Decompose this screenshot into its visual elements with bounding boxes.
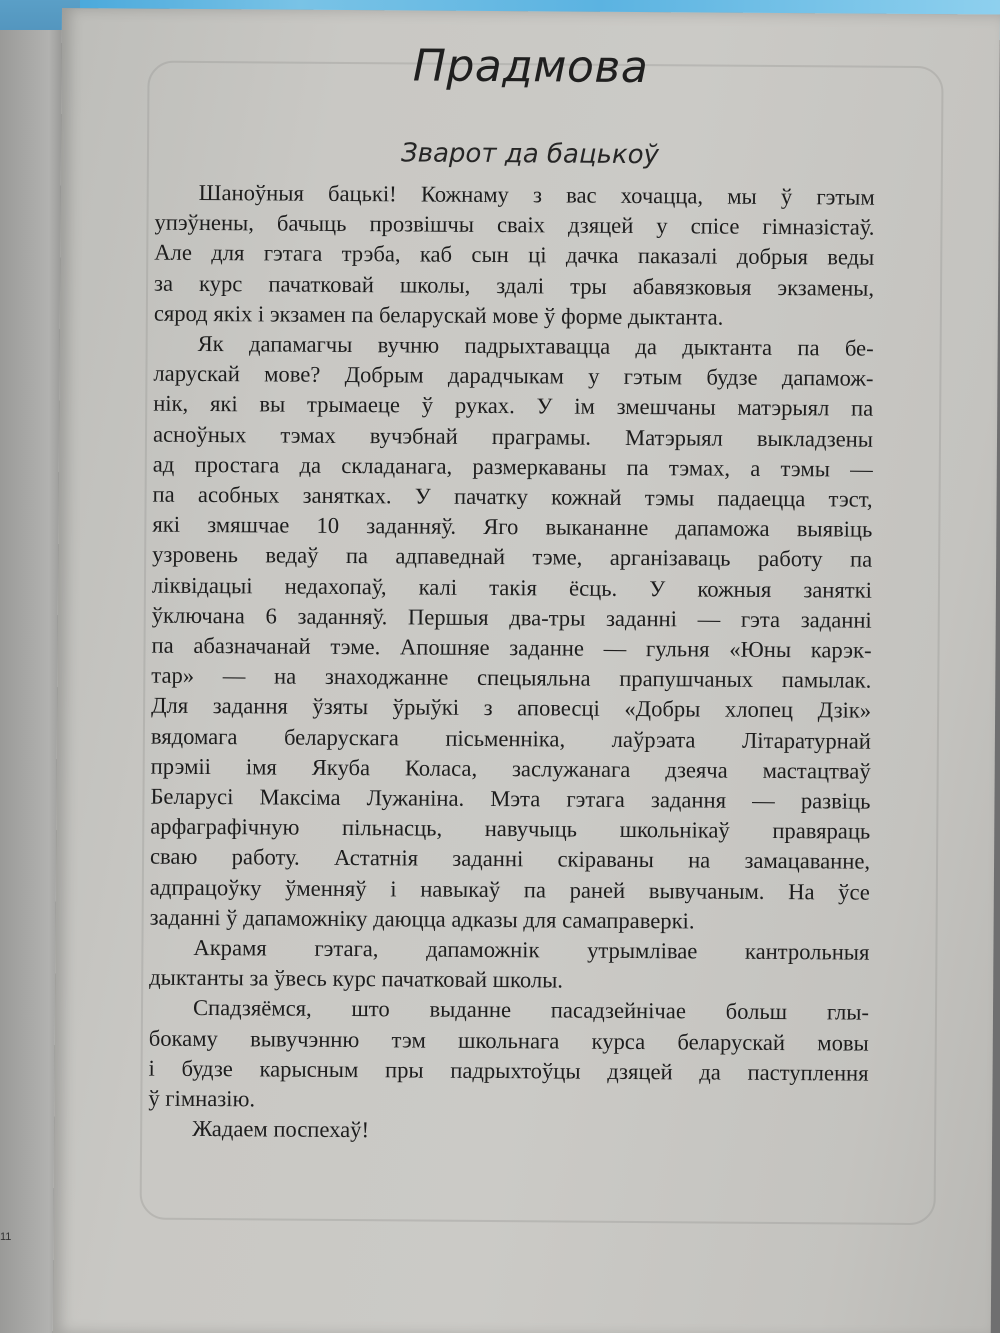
text-line: Але для гэтага трэба, каб сын ці дачка паказалі добрыя веды bbox=[154, 240, 875, 271]
paragraph bbox=[149, 933, 869, 998]
paragraph bbox=[148, 993, 869, 1119]
text-line: Для задання ўзяты ўрыўкі з аповесці «Добры хлопец Дзік» bbox=[151, 693, 872, 724]
paragraph bbox=[148, 1114, 868, 1149]
left-page-number: 11 bbox=[0, 1231, 12, 1243]
text-line: ў гімназію. bbox=[148, 1085, 256, 1112]
text-line: арфаграфічную пільнасць, навучыць школьнікаў правяраць bbox=[150, 813, 871, 844]
text-line: заданні ў дапаможніку даюцца адказы для самаправеркі. bbox=[149, 904, 695, 934]
text-line: асноўных тэмах вучэбнай праграмы. Матэрыял выкладзены bbox=[152, 421, 874, 452]
text-line: Спадзяёмся, што выданне пасадзейнічае больш глы- bbox=[192, 995, 870, 1026]
text-line: які змяшчае 10 заданняў. Яго выкананне дапаможа выявіць bbox=[152, 511, 873, 542]
text-line: Як дапамагчы вучню падрыхтавацца да дыктанта па бе- bbox=[197, 330, 874, 361]
page-title: Прадмова bbox=[412, 40, 649, 94]
section-subtitle: Зварот да бацькоў bbox=[400, 138, 660, 171]
text-line: вядомага беларускага пісьменніка, лаўрэата Літаратурнай bbox=[150, 723, 871, 754]
text-line: сярод якіх і экзамен па беларускай мове ў форме дыктанта. bbox=[153, 300, 724, 330]
text-line: ўключана 6 заданняў. Першыя два-тры заданні — гэта заданні bbox=[151, 602, 872, 633]
body-text bbox=[148, 178, 875, 1150]
text-line: дыктанты за ўвесь курс пачатковай школы. bbox=[149, 964, 564, 993]
text-line: прэміі імя Якуба Коласа, заслужанага дзеяча мастацтваў bbox=[150, 753, 871, 784]
text-line: Шаноўныя бацькі! Кожнаму з вас хочацца, мы ў гэтым bbox=[198, 179, 875, 210]
text-line: адпрацоўку ўменняў і навыкаў па раней вывучаным. На ўсе bbox=[149, 874, 870, 905]
text-line: нік, які вы трымаеце ў руках. У ім змешчаны матэрыял па bbox=[153, 391, 874, 422]
text-line: Жадаем поспехаў! bbox=[192, 1116, 370, 1143]
text-line: узровень ведаў па адпаведнай тэме, арганізаваць работу па bbox=[152, 542, 873, 573]
text-line: ад простага да складанага, размеркаваны па тэмах, а тэмы — bbox=[152, 451, 873, 482]
text-line: Акрамя гэтага, дапаможнік утрымлівае кантрольныя bbox=[193, 935, 870, 965]
text-line: па абазначанай тэме. Апошняе заданне — гульня «Юны карэк- bbox=[151, 632, 872, 663]
text-line: бокаму вывучэнню тэм школьнага курса беларускай мовы bbox=[148, 1025, 869, 1056]
text-line: за курс пачатковай школы, здалі тры абавязковыя экзамены, bbox=[153, 270, 875, 301]
paragraph bbox=[150, 329, 874, 938]
paragraph bbox=[154, 178, 875, 334]
book-page bbox=[53, 8, 1000, 1333]
text-line: Беларусі Максіма Лужаніна. Мэта гэтага задання — развіць bbox=[150, 783, 871, 814]
text-line: па асобных занятках. У пачатку кожнай тэмы падаецца тэст, bbox=[152, 481, 873, 512]
text-line: ліквідацыі недахопаў, калі такія ёсць. У кожныя заняткі bbox=[151, 572, 873, 603]
text-line: і будзе карысным пры падрыхтоўцы дзяцей да паступлення bbox=[148, 1055, 869, 1086]
text-line: упэўнены, бачыць прозвішчы сваіх дзяцей у спісе гімназістаў. bbox=[154, 209, 875, 240]
text-line: ларускай мове? Добрым дарадчыкам у гэтым будзе дапамож- bbox=[153, 360, 874, 391]
text-line: тар» — на знаходжанне спецыяльна прапушчаных памылак. bbox=[151, 662, 872, 693]
text-line: сваю работу. Астатнія заданні скіраваны на замацаванне, bbox=[149, 844, 871, 875]
